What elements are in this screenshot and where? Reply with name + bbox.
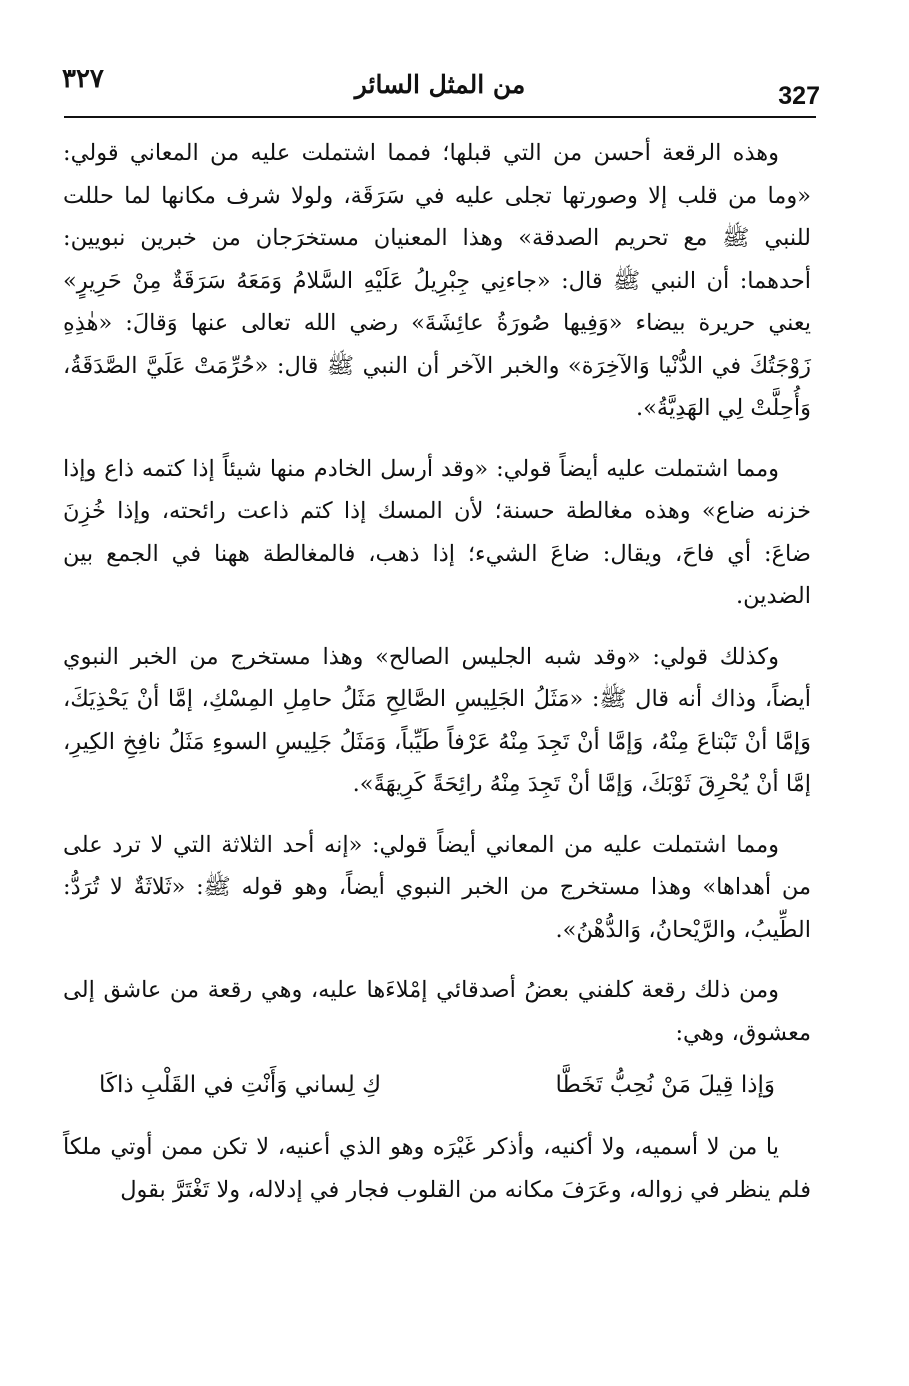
paragraph-3: وكذلك قولي: «وقد شبه الجليس الصالح» وهذا مستخرج من الخبر النبوي أيضاً، وذاك أنه قال ﷺ: «مَثَلُ الجَلِيسِ الصَّالِحِ مَثَلُ حامِلِ المِسْكِ، إمَّا أنْ يَحْذِيَكَ، وَإمَّا أنْ تَبْتاعَ مِنْهُ، وَإمَّا أنْ تَجِدَ مِنْهُ عَرْفاً طَيِّباً، وَمَثَلُ جَلِيسِ السوءِ مَثَلُ نافِخِ الكِيرِ، إمَّا أنْ يُحْرِقَ ثَوْبَكَ، وَإمَّا أنْ تَجِدَ مِنْهُ رائِحَةً كَرِيهَةً». — [63, 643, 811, 797]
paragraph-4: ومما اشتملت عليه من المعاني أيضاً قولي: «إنه أحد الثلاثة التي لا ترد على من أهداها» وهذا مستخرج من الخبر النبوي أيضاً، وهو قوله ﷺ: «ثَلاثَةٌ لا تُرَدُّ: الطِّيبُ، والرَّيْحانُ، وَالدُّهْنُ». — [63, 831, 811, 943]
paragraph-6: يا من لا أسميه، ولا أكنيه، وأذكر غَيْرَه وهو الذي أعنيه، لا تكن ممن أوتي ملكاً فلم ينظر في زواله، وعَرَفَ مكانه من القلوب فجار في إدلاله، ولا تَغْتَرَّ بقول — [63, 1134, 811, 1203]
poetry-verse — [63, 1064, 811, 1108]
page-number-latin: 327 — [778, 82, 820, 110]
paragraph-1: وهذه الرقعة أحسن من التي قبلها؛ فمما اشتملت عليه من المعاني قولي: «وما من قلب إلا وصورتها تجلى عليه في سَرَقَة، ولولا شرف مكانها لما حللت للنبي ﷺ مع تحريم الصدقة» وهذا المعنيان مستخرَجان من خبرين نبويين: أحدهما: أن النبي ﷺ قال: «جاءنِي جِبْرِيلُ عَلَيْهِ السَّلامُ وَمَعَهُ سَرَقَةٌ مِنْ حَرِيرٍ» يعني حريرة بيضاء «وَفِيها صُورَةُ عائِشَةَ» رضي الله تعالى عنها وَقالَ: «هٰذِهِ زَوْجَتُكَ في الدُّنْيا وَالآخِرَة» والخبر الآخر أن النبي ﷺ قال: «حُرِّمَتْ عَلَيَّ الصَّدَقَةُ، وَأُحِلَّتْ لِي الهَدِيَّةُ». — [63, 140, 811, 421]
verse-second-hemistich: كِ لِساني وَأَنْتِ في القَلْبِ ذاكَا — [99, 1072, 382, 1098]
running-title: من المثل السائر — [354, 70, 526, 99]
paragraph-5: ومن ذلك رقعة كلفني بعضُ أصدقائي إمْلاءَها عليه، وهي رقعة من عاشق إلى معشوق، وهي: — [63, 977, 811, 1046]
header-divider — [64, 116, 816, 118]
page-body — [63, 132, 811, 1211]
page-header — [60, 60, 820, 110]
page-number-arabic: ٣٢٧ — [62, 64, 104, 94]
verse-first-hemistich: وَإذا قِيلَ مَنْ نُحِبُّ تَخَطَّا — [555, 1072, 775, 1098]
paragraph-2: ومما اشتملت عليه أيضاً قولي: «وقد أرسل الخادم منها شيئاً إذا كتمه ذاع وإذا خزنه ضاع» وهذه مغالطة حسنة؛ لأن المسك إذا كتم ذاعت رائحته، وإذا خُزِنَ ضاعَ: أي فاحَ، ويقال: ضاعَ الشيء؛ إذا ذهب، فالمغالطة ههنا في الجمع بين الضدين. — [63, 455, 811, 609]
